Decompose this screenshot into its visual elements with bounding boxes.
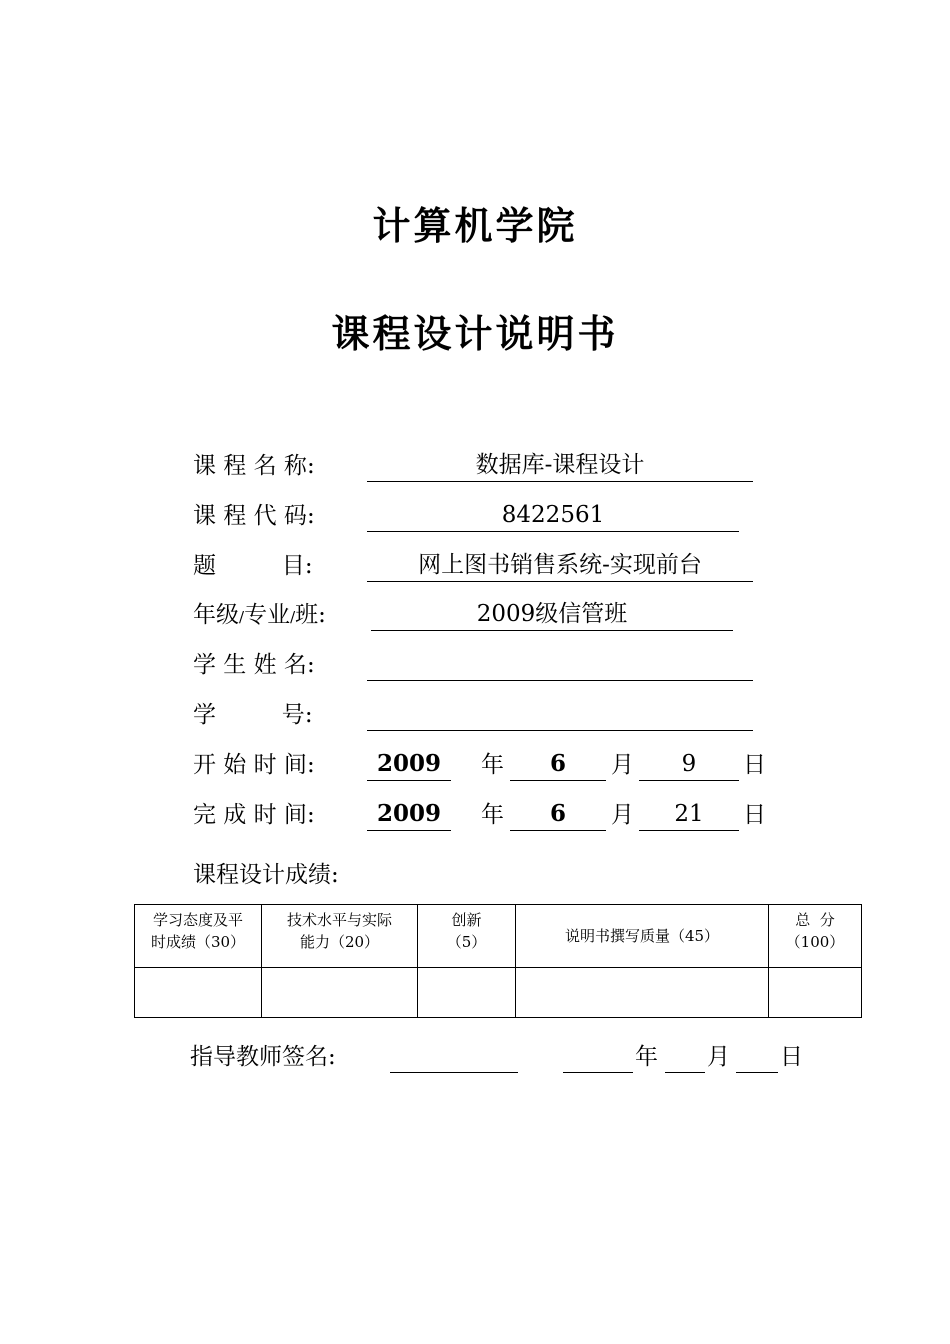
signature-month-line xyxy=(665,1040,705,1073)
start-day: 9 xyxy=(639,748,739,781)
field-finish-time: 完 成 时 间: 2009 年 6 月 21 日 xyxy=(193,798,793,832)
student-id-value xyxy=(367,698,753,731)
course-name-label: 课 程 名 称 xyxy=(193,453,307,479)
grades-col-writing: 说明书撰写质量（45） xyxy=(516,905,769,968)
finish-month: 6 xyxy=(510,798,606,831)
course-code-label: 课 程 代 码 xyxy=(193,503,307,529)
grades-value-innovation xyxy=(418,968,516,1018)
topic-value: 网上图书销售系统-实现前台 xyxy=(367,549,753,582)
grades-col-innovation: 创新 （5） xyxy=(418,905,516,968)
finish-time-label: 完 成 时 间 xyxy=(193,802,307,828)
grades-value-total xyxy=(769,968,862,1018)
grades-col-attitude: 学习态度及平 时成绩（30） xyxy=(135,905,262,968)
finish-day: 21 xyxy=(639,798,739,831)
course-code-value: 8422561 xyxy=(367,499,739,532)
document-title: 课程设计说明书 xyxy=(331,312,619,356)
course-name-value: 数据库-课程设计 xyxy=(367,449,753,482)
grades-table xyxy=(134,904,862,1018)
signature-line xyxy=(390,1040,518,1073)
finish-year: 2009 xyxy=(367,798,451,831)
grades-header-row xyxy=(135,905,862,968)
grades-value-row xyxy=(135,968,862,1018)
signature-day-line xyxy=(736,1040,778,1073)
class-value: 2009级信管班 xyxy=(371,598,733,631)
signature-year-line xyxy=(563,1040,633,1073)
grades-value-skill xyxy=(262,968,418,1018)
grades-col-skill: 技术水平与实际 能力（20） xyxy=(262,905,418,968)
college-title: 计算机学院 xyxy=(372,204,578,248)
student-id-label: 学 号 xyxy=(193,702,305,728)
student-name-value xyxy=(367,648,753,681)
field-start-time: 开 始 时 间: 2009 年 6 月 9 日 xyxy=(193,748,793,782)
signature-label: 指导教师签名: xyxy=(190,1044,336,1070)
grades-value-attitude xyxy=(135,968,262,1018)
start-time-label: 开 始 时 间 xyxy=(193,752,307,778)
grades-col-total: 总 分 （100） xyxy=(769,905,862,968)
grades-value-writing xyxy=(516,968,769,1018)
topic-label: 题 目 xyxy=(193,553,305,579)
start-month: 6 xyxy=(510,748,606,781)
grades-title: 课程设计成绩: xyxy=(193,862,339,888)
start-year: 2009 xyxy=(367,748,451,781)
student-name-label: 学 生 姓 名 xyxy=(193,652,307,678)
